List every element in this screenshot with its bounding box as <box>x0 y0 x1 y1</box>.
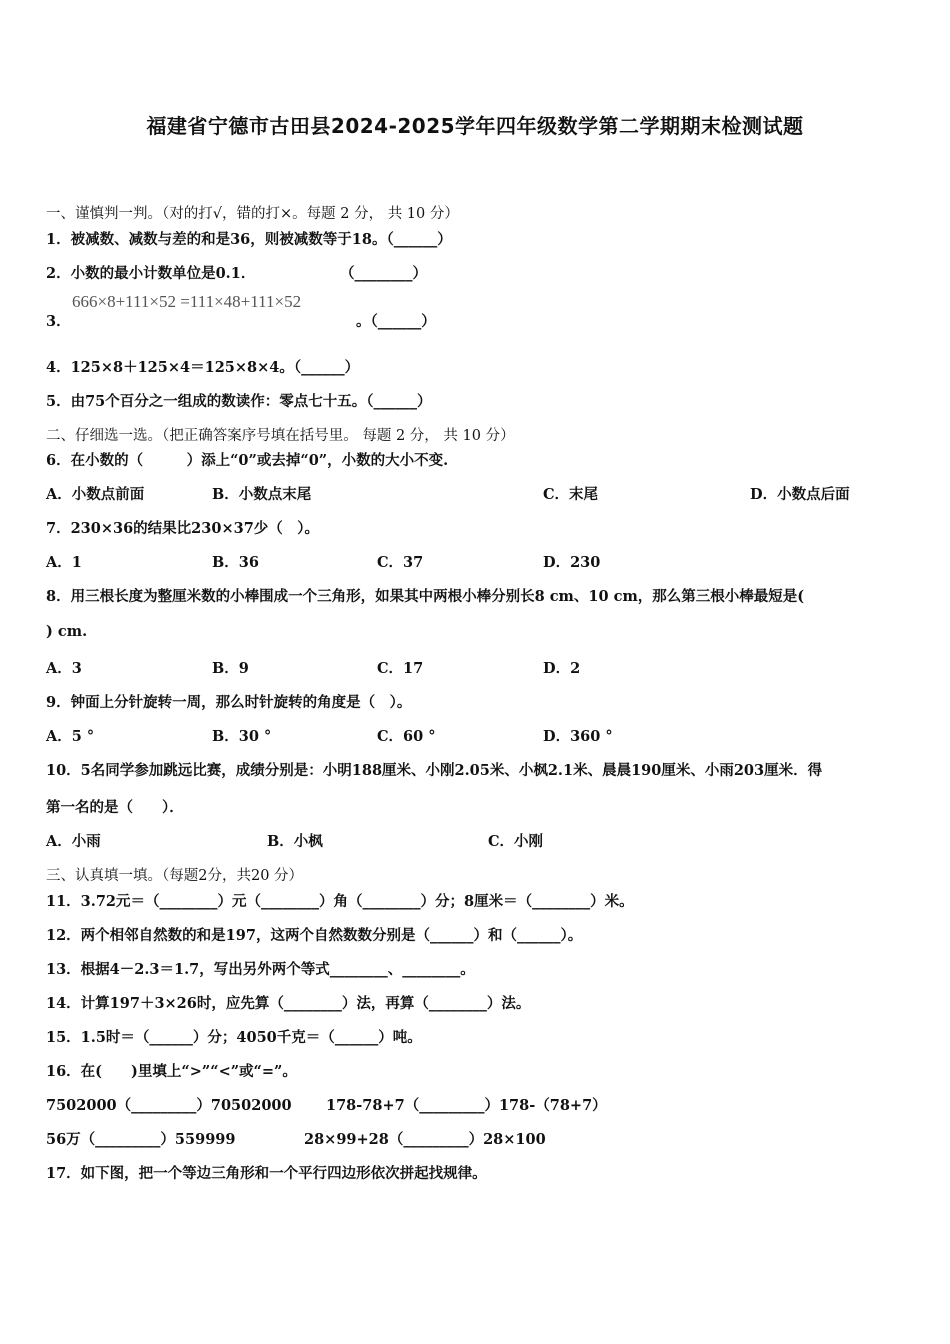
q16-row1-left: 7502000（_________）70502000 <box>46 1097 292 1114</box>
q7-option-b: B．36 <box>212 554 259 571</box>
q10-option-c: C．小刚 <box>488 833 544 850</box>
question-3-blank: 。（______） <box>356 313 436 330</box>
question-9: 9．钟面上分针旋转一周，那么时针旋转的角度是（ ）。 <box>46 694 412 711</box>
question-17: 17．如下图，把一个等边三角形和一个平行四边形依次拼起找规律。 <box>46 1165 487 1182</box>
question-8-line1: 8．用三根长度为整厘米数的小棒围成一个三角形，如果其中两根小棒分别长8 cm、10 cm，那么第三根小棒最短是( <box>46 588 805 605</box>
question-5: 5．由75个百分之一组成的数读作：零点七十五。（______） <box>46 393 432 410</box>
q8-option-a: A．3 <box>46 660 82 677</box>
question-4: 4．125×8＋125×4＝125×8×4。（______） <box>46 359 360 376</box>
q6-option-a: A．小数点前面 <box>46 486 145 503</box>
section2-heading: 二、仔细选一选。（把正确答案序号填在括号里。 每题 2 分， 共 10 分） <box>46 428 515 444</box>
q6-option-c: C．末尾 <box>543 486 599 503</box>
q6-option-d: D．小数点后面 <box>750 486 850 503</box>
section3-heading: 三、认真填一填。（每题2分，共20 分） <box>46 868 304 884</box>
question-2: 2．小数的最小计数单位是0.1． <box>46 265 256 282</box>
question-13: 13．根据4－2.3＝1.7，写出另外两个等式________、________。 <box>46 961 475 978</box>
question-1: 1．被减数、减数与差的和是36，则被减数等于18。（______） <box>46 231 452 248</box>
q10-option-b: B．小枫 <box>267 833 323 850</box>
question-8-line2: ) cm. <box>46 623 88 640</box>
q9-option-a: A．5 ° <box>46 728 95 745</box>
question-3-formula: 666×8+111×52 =111×48+111×52 <box>72 292 302 311</box>
q9-option-b: B．30 ° <box>212 728 272 745</box>
q16-row2-left: 56万（_________）559999 <box>46 1131 236 1148</box>
question-15: 15．1.5时＝（______）分；4050千克＝（______）吨。 <box>46 1029 422 1046</box>
q8-option-d: D．2 <box>543 660 581 677</box>
q16-row2-right: 28×99+28（_________）28×100 <box>304 1131 546 1148</box>
q7-option-a: A．1 <box>46 554 82 571</box>
question-10-line1: 10．5名同学参加跳远比赛，成绩分别是：小明188厘米、小刚2.05米、小枫2.1米、晨晨190厘米、小雨203厘米．得 <box>46 762 823 779</box>
q10-option-a: A．小雨 <box>46 833 101 850</box>
question-11: 11．3.72元＝（________）元（________）角（________）分；8厘米＝（________）米。 <box>46 893 634 910</box>
question-16: 16．在( )里填上“>”“<”或“=”。 <box>46 1063 297 1080</box>
question-7: 7．230×36的结果比230×37少（ ）。 <box>46 520 320 537</box>
q16-row1-right: 178-78+7（_________）178-（78+7） <box>326 1097 607 1114</box>
section1-heading: 一、谨慎判一判。（对的打√，错的打×。每题 2 分， 共 10 分） <box>46 206 459 222</box>
question-10-line2: 第一名的是（ ）． <box>46 799 184 816</box>
q9-option-d: D．360 ° <box>543 728 613 745</box>
q9-option-c: C．60 ° <box>377 728 436 745</box>
question-6: 6．在小数的（ ）添上“0”或去掉“0”，小数的大小不变. <box>46 452 449 469</box>
question-12: 12．两个相邻自然数的和是197，这两个自然数数分别是（______）和（______）。 <box>46 927 583 944</box>
q8-option-c: C．17 <box>377 660 424 677</box>
q8-option-b: B．9 <box>212 660 249 677</box>
q7-option-c: C．37 <box>377 554 424 571</box>
question-2-blank: （________） <box>340 265 427 282</box>
q6-option-b: B．小数点末尾 <box>212 486 312 503</box>
page-title: 福建省宁德市古田县2024-2025学年四年级数学第二学期期末检测试题 <box>146 114 804 138</box>
question-3-number: 3． <box>46 313 71 330</box>
question-14: 14．计算197＋3×26时，应先算（________）法，再算（________）法。 <box>46 995 531 1012</box>
q7-option-d: D．230 <box>543 554 601 571</box>
